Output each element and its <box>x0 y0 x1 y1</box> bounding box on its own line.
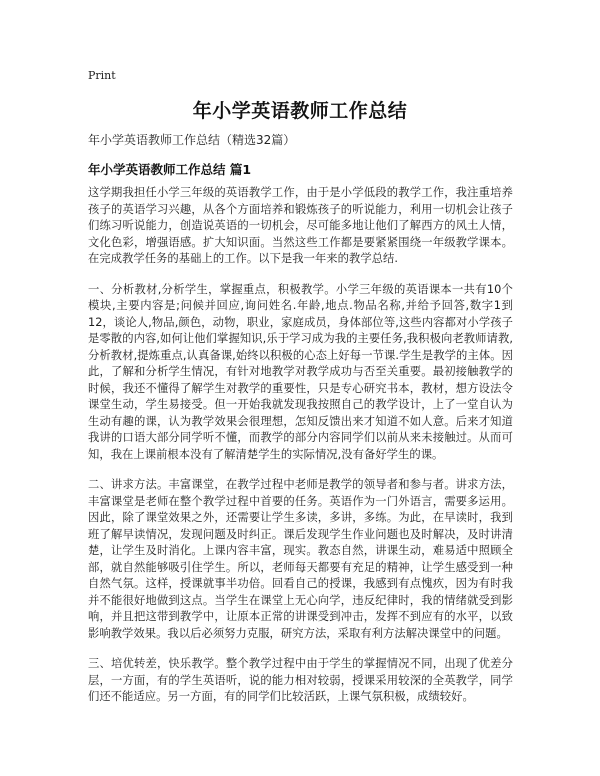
page-title: 年小学英语教师工作总结 <box>192 100 408 122</box>
article-body <box>88 185 513 720</box>
paragraph-differentiation: 三、培优转差，快乐教学。整个教学过程中由于学生的掌握情况不同，出现了优差分层，一方面，有的学生英语听，说的能力相对较弱，授课采用较深的全英教学，同学们还不能适应。另一方面，有的同学们比较活跃，上课气氛积极，成绩较好。 <box>88 657 513 703</box>
paragraph-methods: 二、讲求方法。丰富课堂，在教学过程中老师是教学的领导者和参与者。讲求方法，丰富课堂是老师在整个教学过程中首要的任务。英语作为一门外语言，需要多运用。因此，除了课堂效果之外，还需要让学生多读，多讲，多练。为此，在早读时，我到班了解早读情况，发现问题及时纠正。课后发现学生作业问题也及时解决，及时讲清楚，让学生及时消化。上课内容丰富，现实。教态自然，讲课生动，难易适中照顾全部，就自然能够吸引住学生。所以，老师每天都要有充足的精神，让学生感受到一种自然气氛。这样，授课就事半功倍。回看自己的授课，我感到有点愧疚，因为有时我并不能很好地做到这点。当学生在课堂上无心向学，违反纪律时，我的情绪就受到影响，并且把这带到教学中，让原本正常的讲课受到冲击，发挥不到应有的水平，以致影响教学效果。我以后必须努力克服，研究方法，采取有利方法解决课堂中的问题。 <box>88 478 513 640</box>
section-heading: 年小学英语教师工作总结 篇1 <box>88 162 252 177</box>
print-label: Print <box>88 69 116 82</box>
paragraph-analysis: 一、分析教材,分析学生，掌握重点，积极教学。小学三年级的英语课本一共有10个模块,主要内容是;问候并回应,询问姓名.年龄,地点.物品名称,并给予回答,数字1到12，谈论人,物品,颜色，动物，职业，家庭成员，身体部位等,这些内容都对小学孩子是零散的内容,如何让他们掌握知识,乐于学习成为我的主要任务,我积极向老教师请教,分析教材,提炼重点,认真备课,始终以积极的心态上好每一节课.学生是教学的主体。因此，了解和分析学生情况，有针对地教学对教学成功与否至关重要。最初接触教学的时候，我还不懂得了解学生对教学的重要性，只是专心研究书本，教材，想方设法令课堂生动，学生易接受。但一开始我就发现我按照自己的教学设计，上了一堂自认为生动有趣的课，认为教学效果会很理想，怎知反馈出来才知道不如人意。后来才知道我讲的口语大部分同学听不懂，而教学的部分内容同学们以前从来未接触过。从而可知，我在上课前根本没有了解清楚学生的实际情况,没有备好学生的课。 <box>88 282 513 461</box>
paragraph-intro: 这学期我担任小学三年级的英语教学工作，由于是小学低段的教学工作，我注重培养孩子的英语学习兴趣，从各个方面培养和锻炼孩子的听说能力，利用一切机会让孩子们练习听说能力，创造说英语的一切机会，尽可能多地让他们了解西方的风土人情，文化色彩，增强语感。扩大知识面。当然这些工作都是要紧紧围绕一年级教学课本。在完成教学任务的基础上的工作。以下是我一年来的教学总结. <box>88 186 513 265</box>
document-subtitle: 年小学英语教师工作总结（精选32篇） <box>88 133 296 147</box>
